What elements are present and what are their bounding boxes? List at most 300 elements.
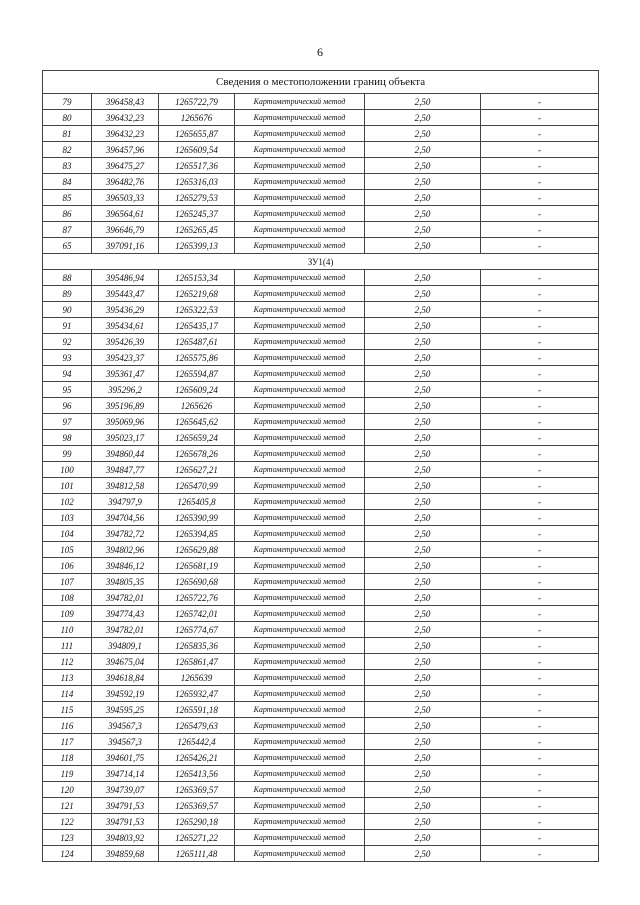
x-coordinate: 394704,56	[92, 510, 159, 526]
table-row	[43, 446, 599, 462]
method: Картометрический метод	[235, 670, 365, 686]
y-coordinate: 1265153,34	[159, 270, 235, 286]
table-row	[43, 126, 599, 142]
table-row	[43, 94, 599, 110]
y-coordinate: 1265861,47	[159, 654, 235, 670]
method: Картометрический метод	[235, 206, 365, 222]
method: Картометрический метод	[235, 494, 365, 510]
method: Картометрический метод	[235, 718, 365, 734]
method: Картометрический метод	[235, 766, 365, 782]
description: -	[481, 430, 599, 446]
point-number: 82	[43, 142, 92, 158]
accuracy: 2,50	[365, 414, 481, 430]
y-coordinate: 1265442,4	[159, 734, 235, 750]
x-coordinate: 395023,17	[92, 430, 159, 446]
table-row	[43, 526, 599, 542]
x-coordinate: 394782,72	[92, 526, 159, 542]
accuracy: 2,50	[365, 94, 481, 110]
table-row	[43, 750, 599, 766]
point-number: 81	[43, 126, 92, 142]
y-coordinate: 1265722,79	[159, 94, 235, 110]
description: -	[481, 542, 599, 558]
y-coordinate: 1265271,22	[159, 830, 235, 846]
x-coordinate: 394791,53	[92, 798, 159, 814]
point-number: 114	[43, 686, 92, 702]
method: Картометрический метод	[235, 414, 365, 430]
y-coordinate: 1265722,76	[159, 590, 235, 606]
description: -	[481, 798, 599, 814]
description: -	[481, 558, 599, 574]
method: Картометрический метод	[235, 382, 365, 398]
point-number: 101	[43, 478, 92, 494]
accuracy: 2,50	[365, 750, 481, 766]
accuracy: 2,50	[365, 190, 481, 206]
method: Картометрический метод	[235, 126, 365, 142]
y-coordinate: 1265774,67	[159, 622, 235, 638]
method: Картометрический метод	[235, 622, 365, 638]
description: -	[481, 350, 599, 366]
description: -	[481, 654, 599, 670]
y-coordinate: 1265591,18	[159, 702, 235, 718]
accuracy: 2,50	[365, 670, 481, 686]
y-coordinate: 1265470,99	[159, 478, 235, 494]
table-row	[43, 334, 599, 350]
x-coordinate: 396564,61	[92, 206, 159, 222]
description: -	[481, 670, 599, 686]
y-coordinate: 1265279,53	[159, 190, 235, 206]
x-coordinate: 394803,92	[92, 830, 159, 846]
accuracy: 2,50	[365, 590, 481, 606]
accuracy: 2,50	[365, 686, 481, 702]
accuracy: 2,50	[365, 606, 481, 622]
x-coordinate: 394592,19	[92, 686, 159, 702]
section-row	[43, 254, 599, 270]
y-coordinate: 1265742,01	[159, 606, 235, 622]
y-coordinate: 1265645,62	[159, 414, 235, 430]
description: -	[481, 718, 599, 734]
x-coordinate: 394618,84	[92, 670, 159, 686]
point-number: 110	[43, 622, 92, 638]
y-coordinate: 1265369,57	[159, 782, 235, 798]
table-row	[43, 350, 599, 366]
point-number: 102	[43, 494, 92, 510]
description: -	[481, 446, 599, 462]
y-coordinate: 1265111,48	[159, 846, 235, 862]
accuracy: 2,50	[365, 158, 481, 174]
accuracy: 2,50	[365, 270, 481, 286]
accuracy: 2,50	[365, 286, 481, 302]
x-coordinate: 395296,2	[92, 382, 159, 398]
table-row	[43, 430, 599, 446]
description: -	[481, 126, 599, 142]
accuracy: 2,50	[365, 734, 481, 750]
point-number: 89	[43, 286, 92, 302]
method: Картометрический метод	[235, 542, 365, 558]
table-body	[43, 94, 599, 862]
method: Картометрический метод	[235, 750, 365, 766]
method: Картометрический метод	[235, 174, 365, 190]
y-coordinate: 1265435,17	[159, 318, 235, 334]
accuracy: 2,50	[365, 654, 481, 670]
accuracy: 2,50	[365, 302, 481, 318]
method: Картометрический метод	[235, 334, 365, 350]
table-row	[43, 654, 599, 670]
method: Картометрический метод	[235, 798, 365, 814]
description: -	[481, 238, 599, 254]
point-number: 83	[43, 158, 92, 174]
table-row	[43, 286, 599, 302]
point-number: 103	[43, 510, 92, 526]
point-number: 108	[43, 590, 92, 606]
table-row	[43, 574, 599, 590]
description: -	[481, 766, 599, 782]
description: -	[481, 334, 599, 350]
description: -	[481, 286, 599, 302]
x-coordinate: 396482,76	[92, 174, 159, 190]
y-coordinate: 1265690,68	[159, 574, 235, 590]
method: Картометрический метод	[235, 302, 365, 318]
y-coordinate: 1265627,21	[159, 462, 235, 478]
table-row	[43, 158, 599, 174]
description: -	[481, 702, 599, 718]
method: Картометрический метод	[235, 702, 365, 718]
x-coordinate: 394567,3	[92, 734, 159, 750]
x-coordinate: 394782,01	[92, 622, 159, 638]
accuracy: 2,50	[365, 718, 481, 734]
y-coordinate: 1265390,99	[159, 510, 235, 526]
method: Картометрический метод	[235, 574, 365, 590]
x-coordinate: 395443,47	[92, 286, 159, 302]
table-title: Сведения о местоположении границ объекта	[43, 71, 599, 94]
method: Картометрический метод	[235, 462, 365, 478]
x-coordinate: 394782,01	[92, 590, 159, 606]
table-row	[43, 366, 599, 382]
point-number: 105	[43, 542, 92, 558]
table-row	[43, 686, 599, 702]
accuracy: 2,50	[365, 766, 481, 782]
description: -	[481, 206, 599, 222]
table-row	[43, 846, 599, 862]
description: -	[481, 526, 599, 542]
point-number: 99	[43, 446, 92, 462]
y-coordinate: 1265322,53	[159, 302, 235, 318]
point-number: 106	[43, 558, 92, 574]
method: Картометрический метод	[235, 526, 365, 542]
x-coordinate: 396646,79	[92, 222, 159, 238]
y-coordinate: 1265265,45	[159, 222, 235, 238]
point-number: 95	[43, 382, 92, 398]
y-coordinate: 1265594,87	[159, 366, 235, 382]
table-row	[43, 478, 599, 494]
accuracy: 2,50	[365, 782, 481, 798]
x-coordinate: 394595,25	[92, 702, 159, 718]
x-coordinate: 394846,12	[92, 558, 159, 574]
point-number: 120	[43, 782, 92, 798]
description: -	[481, 830, 599, 846]
method: Картометрический метод	[235, 270, 365, 286]
point-number: 85	[43, 190, 92, 206]
method: Картометрический метод	[235, 398, 365, 414]
accuracy: 2,50	[365, 814, 481, 830]
accuracy: 2,50	[365, 526, 481, 542]
y-coordinate: 1265609,24	[159, 382, 235, 398]
method: Картометрический метод	[235, 814, 365, 830]
point-number: 112	[43, 654, 92, 670]
x-coordinate: 395069,96	[92, 414, 159, 430]
table-row	[43, 494, 599, 510]
table-row	[43, 814, 599, 830]
y-coordinate: 1265678,26	[159, 446, 235, 462]
description: -	[481, 510, 599, 526]
method: Картометрический метод	[235, 318, 365, 334]
description: -	[481, 814, 599, 830]
y-coordinate: 1265219,68	[159, 286, 235, 302]
description: -	[481, 110, 599, 126]
method: Картометрический метод	[235, 190, 365, 206]
y-coordinate: 1265394,85	[159, 526, 235, 542]
x-coordinate: 395423,37	[92, 350, 159, 366]
point-number: 115	[43, 702, 92, 718]
y-coordinate: 1265517,36	[159, 158, 235, 174]
table-row	[43, 222, 599, 238]
y-coordinate: 1265655,87	[159, 126, 235, 142]
accuracy: 2,50	[365, 830, 481, 846]
x-coordinate: 394802,96	[92, 542, 159, 558]
point-number: 84	[43, 174, 92, 190]
description: -	[481, 318, 599, 334]
point-number: 93	[43, 350, 92, 366]
table-row	[43, 510, 599, 526]
point-number: 116	[43, 718, 92, 734]
table-row	[43, 734, 599, 750]
method: Картометрический метод	[235, 110, 365, 126]
description: -	[481, 366, 599, 382]
accuracy: 2,50	[365, 238, 481, 254]
description: -	[481, 494, 599, 510]
x-coordinate: 395436,29	[92, 302, 159, 318]
method: Картометрический метод	[235, 238, 365, 254]
point-number: 88	[43, 270, 92, 286]
x-coordinate: 394860,44	[92, 446, 159, 462]
x-coordinate: 394774,43	[92, 606, 159, 622]
point-number: 65	[43, 238, 92, 254]
accuracy: 2,50	[365, 142, 481, 158]
table-row	[43, 398, 599, 414]
y-coordinate: 1265487,61	[159, 334, 235, 350]
y-coordinate: 1265835,36	[159, 638, 235, 654]
accuracy: 2,50	[365, 478, 481, 494]
table-row	[43, 590, 599, 606]
x-coordinate: 394675,04	[92, 654, 159, 670]
description: -	[481, 734, 599, 750]
y-coordinate: 1265575,86	[159, 350, 235, 366]
description: -	[481, 590, 599, 606]
description: -	[481, 270, 599, 286]
table-row	[43, 718, 599, 734]
method: Картометрический метод	[235, 478, 365, 494]
description: -	[481, 190, 599, 206]
point-number: 124	[43, 846, 92, 862]
x-coordinate: 394739,07	[92, 782, 159, 798]
y-coordinate: 1265659,24	[159, 430, 235, 446]
accuracy: 2,50	[365, 366, 481, 382]
point-number: 113	[43, 670, 92, 686]
description: -	[481, 846, 599, 862]
description: -	[481, 638, 599, 654]
method: Картометрический метод	[235, 286, 365, 302]
y-coordinate: 1265245,37	[159, 206, 235, 222]
table-row	[43, 830, 599, 846]
method: Картометрический метод	[235, 350, 365, 366]
table-row	[43, 142, 599, 158]
x-coordinate: 394714,14	[92, 766, 159, 782]
accuracy: 2,50	[365, 462, 481, 478]
point-number: 92	[43, 334, 92, 350]
method: Картометрический метод	[235, 686, 365, 702]
y-coordinate: 1265316,03	[159, 174, 235, 190]
x-coordinate: 394601,75	[92, 750, 159, 766]
x-coordinate: 395486,94	[92, 270, 159, 286]
method: Картометрический метод	[235, 830, 365, 846]
method: Картометрический метод	[235, 734, 365, 750]
x-coordinate: 395426,39	[92, 334, 159, 350]
y-coordinate: 1265290,18	[159, 814, 235, 830]
point-number: 119	[43, 766, 92, 782]
description: -	[481, 302, 599, 318]
table-row	[43, 462, 599, 478]
point-number: 123	[43, 830, 92, 846]
x-coordinate: 394797,9	[92, 494, 159, 510]
point-number: 96	[43, 398, 92, 414]
method: Картометрический метод	[235, 510, 365, 526]
table-row	[43, 670, 599, 686]
point-number: 79	[43, 94, 92, 110]
accuracy: 2,50	[365, 430, 481, 446]
table-row	[43, 206, 599, 222]
x-coordinate: 394809,1	[92, 638, 159, 654]
accuracy: 2,50	[365, 542, 481, 558]
description: -	[481, 398, 599, 414]
y-coordinate: 1265369,57	[159, 798, 235, 814]
y-coordinate: 1265629,88	[159, 542, 235, 558]
accuracy: 2,50	[365, 798, 481, 814]
method: Картометрический метод	[235, 94, 365, 110]
point-number: 104	[43, 526, 92, 542]
table-row	[43, 558, 599, 574]
x-coordinate: 394812,58	[92, 478, 159, 494]
accuracy: 2,50	[365, 622, 481, 638]
table-row	[43, 190, 599, 206]
accuracy: 2,50	[365, 110, 481, 126]
method: Картометрический метод	[235, 846, 365, 862]
point-number: 98	[43, 430, 92, 446]
x-coordinate: 394805,35	[92, 574, 159, 590]
y-coordinate: 1265626	[159, 398, 235, 414]
accuracy: 2,50	[365, 222, 481, 238]
description: -	[481, 574, 599, 590]
y-coordinate: 1265405,8	[159, 494, 235, 510]
accuracy: 2,50	[365, 174, 481, 190]
accuracy: 2,50	[365, 494, 481, 510]
description: -	[481, 158, 599, 174]
x-coordinate: 396432,23	[92, 110, 159, 126]
y-coordinate: 1265479,63	[159, 718, 235, 734]
accuracy: 2,50	[365, 318, 481, 334]
x-coordinate: 397091,16	[92, 238, 159, 254]
y-coordinate: 1265932,47	[159, 686, 235, 702]
method: Картометрический метод	[235, 558, 365, 574]
point-number: 109	[43, 606, 92, 622]
description: -	[481, 622, 599, 638]
accuracy: 2,50	[365, 574, 481, 590]
description: -	[481, 414, 599, 430]
accuracy: 2,50	[365, 558, 481, 574]
point-number: 122	[43, 814, 92, 830]
y-coordinate: 1265676	[159, 110, 235, 126]
table-row	[43, 318, 599, 334]
accuracy: 2,50	[365, 638, 481, 654]
method: Картометрический метод	[235, 430, 365, 446]
table-row	[43, 238, 599, 254]
accuracy: 2,50	[365, 398, 481, 414]
method: Картометрический метод	[235, 606, 365, 622]
description: -	[481, 174, 599, 190]
method: Картометрический метод	[235, 446, 365, 462]
table-row	[43, 638, 599, 654]
description: -	[481, 606, 599, 622]
method: Картометрический метод	[235, 654, 365, 670]
accuracy: 2,50	[365, 382, 481, 398]
point-number: 107	[43, 574, 92, 590]
description: -	[481, 222, 599, 238]
table-row	[43, 174, 599, 190]
table-row	[43, 382, 599, 398]
accuracy: 2,50	[365, 350, 481, 366]
description: -	[481, 142, 599, 158]
description: -	[481, 94, 599, 110]
table-row	[43, 414, 599, 430]
boundary-coordinates-table	[42, 70, 599, 862]
table-row	[43, 782, 599, 798]
x-coordinate: 396457,96	[92, 142, 159, 158]
point-number: 97	[43, 414, 92, 430]
table-header-row	[43, 71, 599, 94]
x-coordinate: 394567,3	[92, 718, 159, 734]
x-coordinate: 396458,43	[92, 94, 159, 110]
method: Картометрический метод	[235, 366, 365, 382]
x-coordinate: 396475,27	[92, 158, 159, 174]
accuracy: 2,50	[365, 702, 481, 718]
point-number: 87	[43, 222, 92, 238]
x-coordinate: 394859,68	[92, 846, 159, 862]
accuracy: 2,50	[365, 446, 481, 462]
description: -	[481, 686, 599, 702]
method: Картометрический метод	[235, 142, 365, 158]
accuracy: 2,50	[365, 206, 481, 222]
table-row	[43, 702, 599, 718]
x-coordinate: 395196,89	[92, 398, 159, 414]
description: -	[481, 462, 599, 478]
x-coordinate: 394791,53	[92, 814, 159, 830]
point-number: 100	[43, 462, 92, 478]
description: -	[481, 782, 599, 798]
method: Картометрический метод	[235, 590, 365, 606]
point-number: 111	[43, 638, 92, 654]
accuracy: 2,50	[365, 846, 481, 862]
accuracy: 2,50	[365, 126, 481, 142]
x-coordinate: 395361,47	[92, 366, 159, 382]
point-number: 121	[43, 798, 92, 814]
